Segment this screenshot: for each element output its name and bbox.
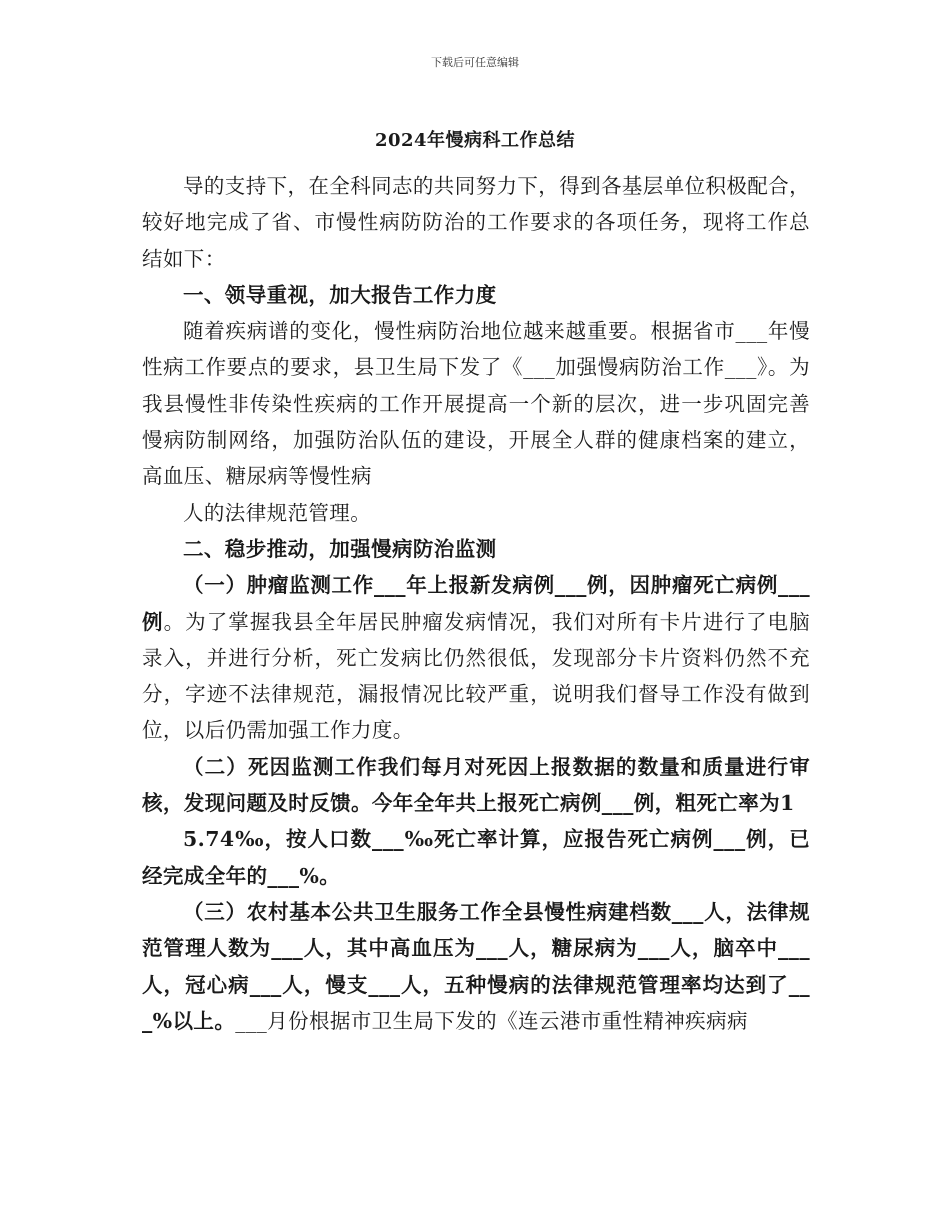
section-1-paragraph: 随着疾病谱的变化，慢性病防治地位越来越重要。根据省市___年慢性病工作要点的要求，县卫生局下发了《___加强慢病防治工作___》。为我县慢性非传染性疾病的工作开展提高一个新的层次，进一步巩固完善慢病防制网络，加强防治队伍的建设，开展全人群的健康档案的建立，高血压、糖尿病等慢性病 <box>142 319 810 489</box>
death-monitoring-paragraph: （二）死因监测工作我们每月对死因上报数据的数量和质量进行审核，发现问题及时反馈。今年全年共上报死亡病例___例，粗死亡率为1 <box>142 754 810 816</box>
section-1-continuation: 人的法律规范管理。 <box>183 500 372 525</box>
death-rate-paragraph: 5.74‰，按人口数___‰死亡率计算，应报告死亡病例___例，已经完成全年的___%。 <box>142 827 810 888</box>
intro-paragraph: 导的支持下，在全科同志的共同努力下，得到各基层单位积极配合，较好地完成了省、市慢性病防防治的工作要求的各项任务，现将工作总结如下： <box>142 174 810 271</box>
header-note: 下载后可任意编辑 <box>431 56 519 69</box>
rural-health-paragraph <box>142 894 810 1039</box>
section-heading-1: 一、领导重视，加大报告工作力度 <box>183 282 497 307</box>
document-title: 2024年慢病科工作总结 <box>374 130 576 151</box>
tumor-monitoring-paragraph <box>142 567 810 748</box>
document-body <box>142 168 810 1039</box>
rural-health-lead: （三）农村基本公共卫生服务工作全县慢性病建档数___人，法律规范管理人数为___人，其中高血压为___人，糖尿病为___人，脑卒中___人，冠心病___人，慢支___人，五种慢病的法律规范管理率均达到了___%以上。 <box>142 899 810 1033</box>
section-heading-2: 二、稳步推动，加强慢病防治监测 <box>183 536 497 561</box>
rural-health-text: ___月份根据市卫生局下发的《连云港市重性精神疾病病 <box>235 1008 748 1033</box>
tumor-monitoring-text: 。为了掌握我县全年居民肿瘤发病情况，我们对所有卡片进行了电脑录入，并进行分析，死亡发病比仍然很低，发现部分卡片资料仍然不充分，字迹不法律规范，漏报情况比较严重，说明我们督导工作没有做到位，以后仍需加强工作力度。 <box>142 609 811 743</box>
tumor-monitoring-lead: （一）肿瘤监测工作___年上报新发病例___例，因肿瘤死亡病例___例 <box>142 573 810 634</box>
